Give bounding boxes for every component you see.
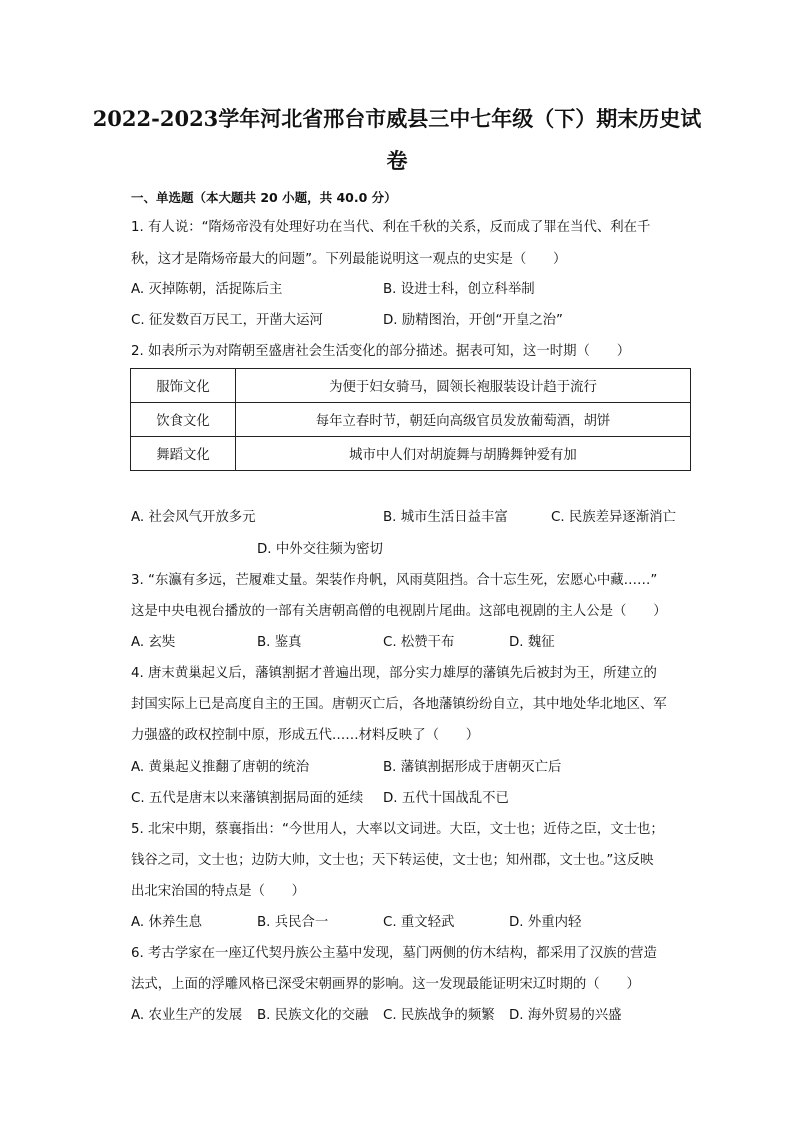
q2-option-b: B. 城市生活日益丰富 (383, 510, 508, 525)
q3-stem-line1: 3. “东瀛有多远，芒履难丈量。架装作舟帆，风雨莫阻挡。合十忘生死，宏愿心中藏……” (131, 573, 658, 588)
q2-option-a: A. 社会风气开放多元 (131, 510, 256, 525)
q2-table (130, 368, 691, 471)
q4-stem-line1: 4. 唐末黄巢起义后，藩镇割据才普遍出现，部分实力雄厚的藩镇先后被封为王，所建立的 (131, 666, 657, 681)
q1-option-d: D. 励精图治，开创“开皇之治” (383, 313, 563, 328)
q6-option-a: A. 农业生产的发展 (131, 1008, 243, 1023)
table-cell: 饮食文化 (131, 403, 236, 437)
q4-option-d: D. 五代十国战乱不已 (383, 791, 509, 806)
q5-option-d: D. 外重内轻 (509, 915, 582, 930)
q6-option-c: C. 民族战争的频繁 (383, 1008, 495, 1023)
q1-option-c: C. 征发数百万民工，开凿大运河 (131, 313, 323, 328)
q5-option-b: B. 兵民合一 (257, 915, 329, 930)
q5-stem-line3: 出北宋治国的特点是（ ） (131, 884, 306, 899)
q3-option-d: D. 魏征 (509, 635, 555, 650)
q1-option-b: B. 设进士科，创立科举制 (383, 282, 535, 297)
table-row (131, 437, 691, 471)
q5-stem-line1: 5. 北宋中期，蔡襄指出：“今世用人，大率以文词进。大臣，文士也；近侍之臣，文士也； (131, 822, 664, 837)
q5-option-a: A. 休养生息 (131, 915, 202, 930)
q3-option-b: B. 鉴真 (257, 635, 302, 650)
q4-option-c: C. 五代是唐末以来藩镇割据局面的延续 (131, 791, 364, 806)
q1-option-a: A. 灭掉陈朝，活捉陈后主 (131, 282, 283, 297)
q6-option-b: B. 民族文化的交融 (257, 1008, 369, 1023)
q2-stem-line1: 2. 如表所示为对隋朝至盛唐社会生活变化的部分描述。据表可知，这一时期（ ） (131, 344, 631, 359)
q5-option-c: C. 重文轻武 (383, 915, 455, 930)
q4-option-a: A. 黄巢起义推翻了唐朝的统治 (131, 760, 310, 775)
q1-stem-line1: 1. 有人说：“隋炀帝没有处理好功在当代、利在千秋的关系，反而成了罪在当代、利在千 (131, 220, 651, 235)
exam-title-line1: 2022-2023学年河北省邢台市威县三中七年级（下）期末历史试 (92, 106, 702, 131)
table-row (131, 369, 691, 403)
table-row (131, 403, 691, 437)
q6-stem-line1: 6. 考古学家在一座辽代契丹族公主墓中发现，墓门两侧的仿木结构，都采用了汉族的营造 (131, 946, 657, 961)
section-heading: 一、单选题（本大题共 20 小题，共 40.0 分） (131, 190, 397, 205)
q4-option-b: B. 藩镇割据形成于唐朝灭亡后 (383, 760, 562, 775)
q3-option-a: A. 玄奘 (131, 635, 176, 650)
q4-stem-line2: 封国实际上已是高度自主的王国。唐朝灭亡后，各地藩镇纷纷自立，其中地处华北地区、军 (131, 697, 667, 712)
table-cell: 每年立春时节，朝廷向高级官员发放葡萄酒，胡饼 (236, 403, 691, 437)
q4-stem-line3: 力强盛的政权控制中原，形成五代……材料反映了（ ） (131, 728, 480, 743)
table-cell: 为便于妇女骑马，圆领长袍服装设计趋于流行 (236, 369, 691, 403)
q2-option-d: D. 中外交往频为密切 (257, 542, 383, 557)
q3-stem-line2: 这是中央电视台播放的一部有关唐朝高僧的电视剧片尾曲。这部电视剧的主人公是（ ） (131, 604, 667, 619)
table-cell: 舞蹈文化 (131, 437, 236, 471)
q3-option-c: C. 松赞干布 (383, 635, 455, 650)
q2-option-c: C. 民族差异逐渐消亡 (551, 510, 676, 525)
q6-stem-line2: 法式，上面的浮雕风格已深受宋朝画界的影响。这一发现最能证明宋辽时期的（ ） (131, 977, 640, 992)
q1-stem-line2: 秋，这才是隋炀帝最大的问题”。下列最能说明这一观点的史实是（ ） (131, 252, 567, 267)
q5-stem-line2: 钱谷之司，文士也；边防大帅，文士也；天下转运使，文士也；知州郡，文士也。”这反映 (131, 853, 654, 868)
exam-title-line2: 卷 (386, 148, 408, 173)
table-cell: 城市中人们对胡旋舞与胡腾舞钟爱有加 (236, 437, 691, 471)
table-cell: 服饰文化 (131, 369, 236, 403)
q6-option-d: D. 海外贸易的兴盛 (509, 1008, 622, 1023)
